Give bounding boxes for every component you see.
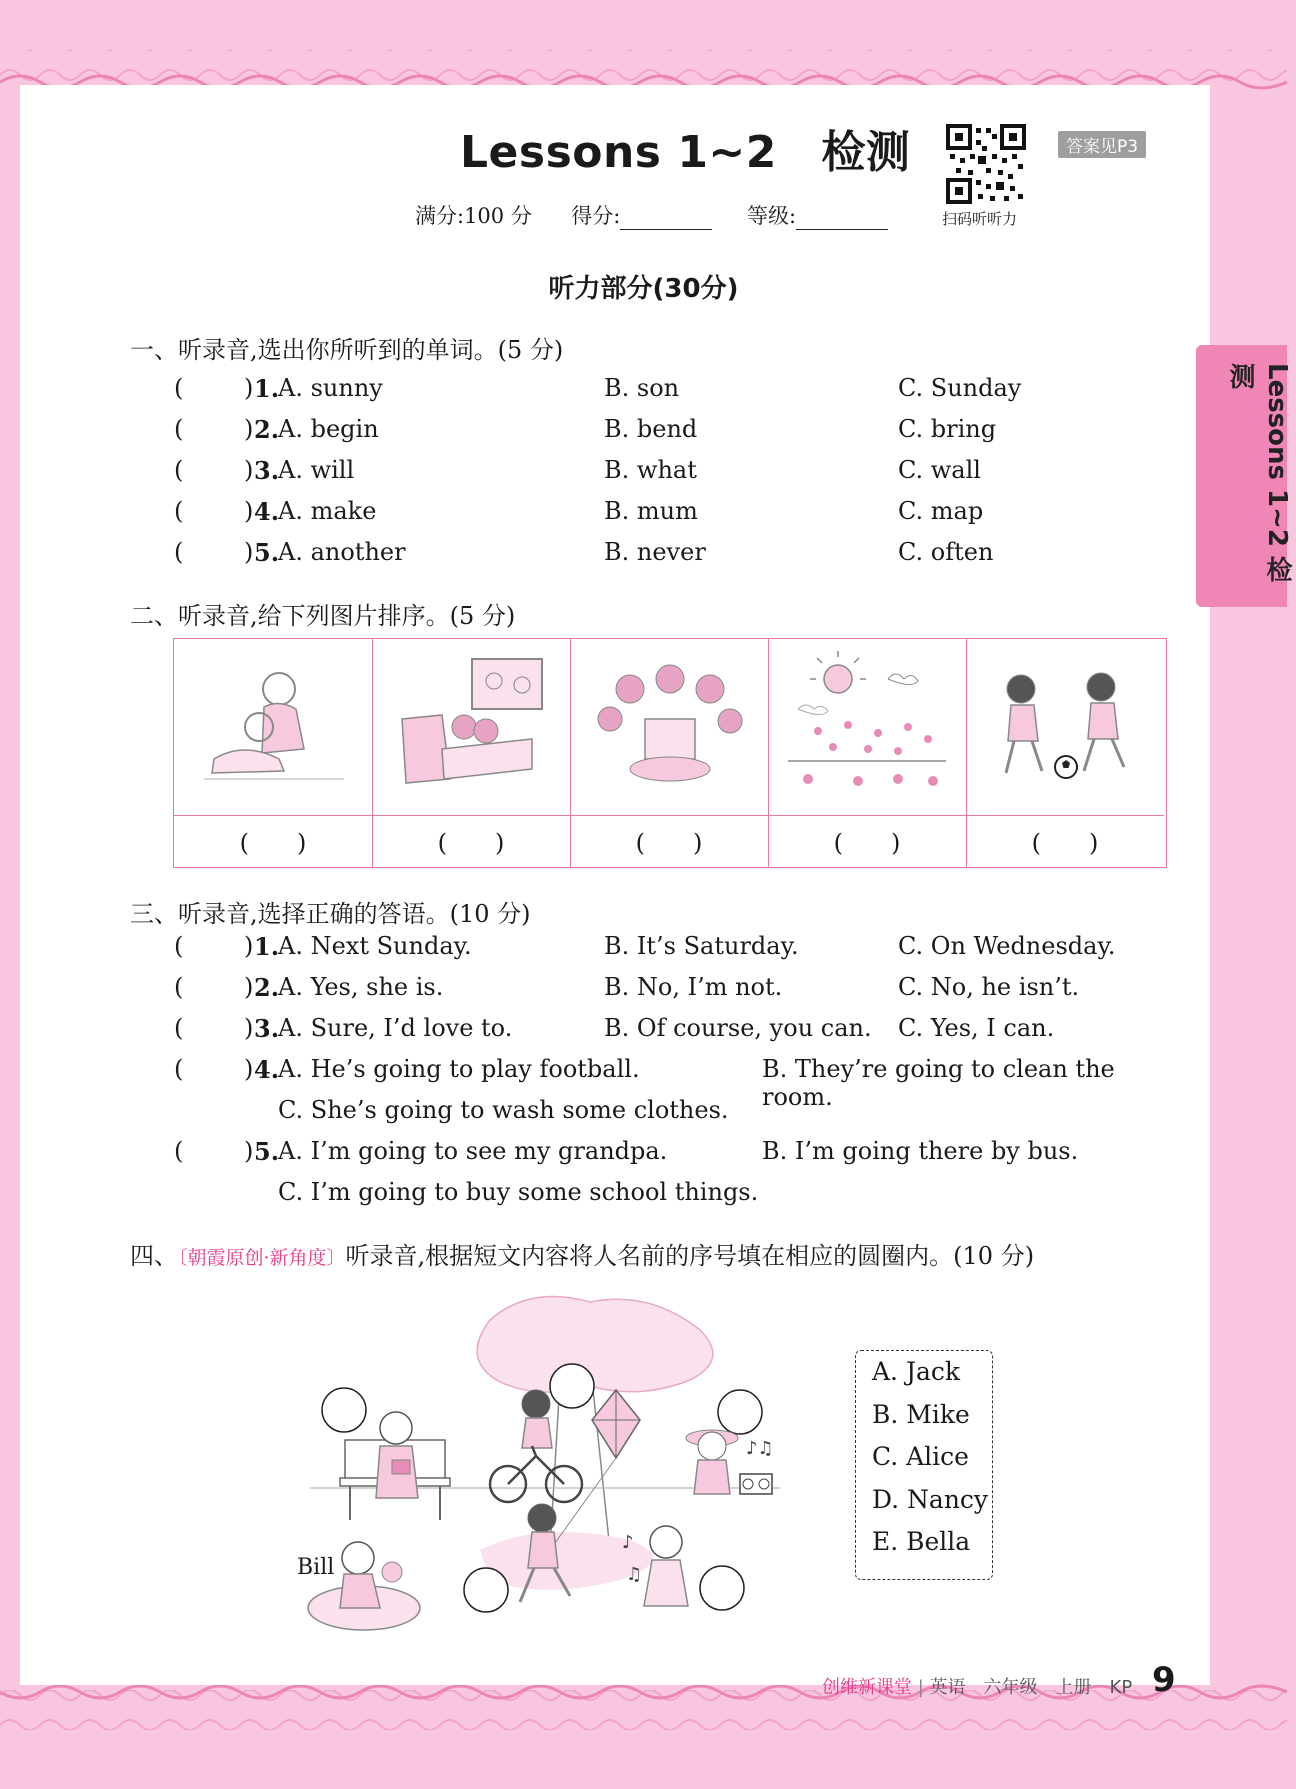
answer-paren-close: ) bbox=[244, 497, 254, 525]
picture-divider bbox=[372, 815, 570, 816]
section4-title-line bbox=[130, 1236, 1034, 1271]
option-c: C. bring bbox=[898, 415, 997, 443]
answer-paren[interactable]: ( ) bbox=[833, 829, 901, 857]
answer-circle[interactable] bbox=[464, 1568, 508, 1612]
answer-paren-close: ) bbox=[244, 415, 254, 443]
bill-label: Bill bbox=[297, 1555, 335, 1580]
option-b: B. never bbox=[604, 538, 706, 566]
picture-cell bbox=[768, 639, 967, 867]
qr-label: 扫码听听力 bbox=[942, 210, 1018, 228]
grade-label: 等级: bbox=[746, 204, 797, 228]
name-option: A. Jack bbox=[872, 1357, 961, 1386]
option-a: A. Sure, I’d love to. bbox=[278, 1014, 513, 1042]
question-row bbox=[174, 1137, 1174, 1169]
section2-title: 二、听录音,给下列图片排序。(5 分) bbox=[130, 602, 516, 630]
question-row bbox=[174, 456, 1174, 488]
question-row bbox=[174, 374, 1174, 406]
answer-paren-close: ) bbox=[244, 538, 254, 566]
question-number: 2. bbox=[254, 415, 280, 444]
option-c: C. often bbox=[898, 538, 994, 566]
answer-paren-close: ) bbox=[244, 1055, 254, 1083]
footer: 创维新课堂 | 英语 六年级 上册 KP bbox=[822, 1677, 1133, 1698]
option-c: C. She’s going to wash some clothes. bbox=[278, 1096, 729, 1124]
picture-divider bbox=[966, 815, 1164, 816]
picture-cell bbox=[372, 639, 571, 867]
question-number: 4. bbox=[254, 497, 280, 526]
svg-text:♪♫: ♪♫ bbox=[746, 1438, 774, 1459]
question-row bbox=[174, 538, 1174, 570]
answer-paren-open[interactable]: ( bbox=[174, 497, 184, 525]
footer-brand: 创维新课堂 bbox=[822, 1677, 912, 1698]
question-row-continued bbox=[174, 1096, 1174, 1128]
question-number: 3. bbox=[254, 1014, 280, 1043]
park-scene-illustration bbox=[300, 1290, 800, 1640]
question-number: 3. bbox=[254, 456, 280, 485]
answer-paren-open[interactable]: ( bbox=[174, 1055, 184, 1083]
option-b: B. No, I’m not. bbox=[604, 973, 783, 1001]
score-line bbox=[415, 200, 916, 230]
side-tab-label: Lessons 1~2 检测 bbox=[1225, 363, 1292, 583]
option-c: C. map bbox=[898, 497, 984, 525]
question-number: 2. bbox=[254, 973, 280, 1002]
question-number: 4. bbox=[254, 1055, 280, 1084]
listening-part-title: 听力部分(30分) bbox=[548, 274, 739, 304]
question-number: 5. bbox=[254, 1137, 280, 1166]
question-number: 5. bbox=[254, 538, 280, 567]
section3-title: 三、听录音,选择正确的答语。(10 分) bbox=[130, 900, 531, 928]
name-option: B. Mike bbox=[872, 1399, 970, 1429]
answer-circle[interactable] bbox=[700, 1566, 744, 1610]
score-label: 得分: bbox=[571, 204, 621, 228]
cinema-seats-picture bbox=[382, 649, 560, 809]
question-row bbox=[174, 932, 1174, 964]
option-a: A. will bbox=[278, 456, 355, 484]
question-row bbox=[174, 497, 1174, 529]
picture-cell bbox=[966, 639, 1164, 867]
section4-prefix: 四、 bbox=[130, 1242, 178, 1270]
option-a: A. Yes, she is. bbox=[278, 973, 444, 1001]
picture-cell bbox=[570, 639, 769, 867]
name-option: D. Nancy bbox=[872, 1484, 989, 1514]
section4-title: 听录音,根据短文内容将人名前的序号填在相应的圆圈内。(10 分) bbox=[345, 1242, 1035, 1270]
answer-badge: 答案见P3 bbox=[1058, 131, 1146, 158]
section4-tag: 〔朝霞原创·新角度〕 bbox=[178, 1247, 346, 1269]
question-row-continued bbox=[174, 1178, 1174, 1210]
answer-paren-open[interactable]: ( bbox=[174, 932, 184, 960]
option-a: A. He’s going to play football. bbox=[278, 1055, 640, 1083]
full-score: 满分:100 分 bbox=[415, 204, 532, 228]
option-a: A. I’m going to see my grandpa. bbox=[278, 1137, 668, 1165]
answer-paren-open[interactable]: ( bbox=[174, 538, 184, 566]
answer-paren-close: ) bbox=[244, 1137, 254, 1165]
picture-table bbox=[173, 638, 1167, 868]
option-a: A. make bbox=[278, 497, 377, 525]
qr-code-icon[interactable] bbox=[946, 124, 1026, 204]
answer-circle[interactable] bbox=[718, 1390, 762, 1434]
score-blank[interactable] bbox=[620, 209, 712, 230]
option-c: C. Yes, I can. bbox=[898, 1014, 1055, 1042]
answer-paren-open[interactable]: ( bbox=[174, 374, 184, 402]
question-row bbox=[174, 973, 1174, 1005]
answer-paren-close: ) bbox=[244, 374, 254, 402]
question-row bbox=[174, 415, 1174, 447]
grade-blank[interactable] bbox=[796, 209, 888, 230]
option-c: C. wall bbox=[898, 456, 981, 484]
answer-paren[interactable]: ( ) bbox=[437, 829, 505, 857]
option-c: C. Sunday bbox=[898, 374, 1022, 402]
answer-circle[interactable] bbox=[322, 1388, 366, 1432]
answer-paren-close: ) bbox=[244, 932, 254, 960]
answer-paren-close: ) bbox=[244, 1014, 254, 1042]
option-b: B. mum bbox=[604, 497, 698, 525]
option-c: C. On Wednesday. bbox=[898, 932, 1116, 960]
name-option: E. Bella bbox=[872, 1527, 971, 1556]
question-number: 1. bbox=[254, 374, 280, 403]
answer-paren[interactable]: ( ) bbox=[635, 829, 703, 857]
footer-info: 英语 六年级 上册 KP bbox=[929, 1677, 1133, 1698]
birthday-party-picture bbox=[580, 649, 758, 809]
option-b: B. I’m going there by bus. bbox=[762, 1137, 1079, 1165]
option-b: B. what bbox=[604, 456, 697, 484]
option-b: B. It’s Saturday. bbox=[604, 932, 799, 960]
option-a: A. sunny bbox=[278, 374, 383, 402]
answer-paren-open[interactable]: ( bbox=[174, 1014, 184, 1042]
answer-paren[interactable]: ( ) bbox=[1031, 829, 1099, 857]
option-c: C. No, he isn’t. bbox=[898, 973, 1080, 1001]
page-title: Lessons 1~2 检测 bbox=[460, 127, 911, 178]
option-b: B. Of course, you can. bbox=[604, 1014, 872, 1042]
section1-title: 一、听录音,选出你所听到的单词。(5 分) bbox=[130, 336, 564, 364]
answer-paren-open[interactable]: ( bbox=[174, 415, 184, 443]
answer-paren[interactable]: ( ) bbox=[239, 829, 307, 857]
picture-divider bbox=[768, 815, 966, 816]
answer-paren-open[interactable]: ( bbox=[174, 1137, 184, 1165]
picture-cell bbox=[174, 639, 373, 867]
boys-playing-football-picture bbox=[976, 649, 1154, 809]
sunny-garden-picture bbox=[778, 649, 956, 809]
option-a: A. another bbox=[278, 538, 406, 566]
answer-paren-close: ) bbox=[244, 973, 254, 1001]
picture-divider bbox=[174, 815, 372, 816]
option-a: A. begin bbox=[278, 415, 379, 443]
answer-paren-close: ) bbox=[244, 456, 254, 484]
option-b: B. son bbox=[604, 374, 680, 402]
option-b: B. They’re going to clean the room. bbox=[762, 1055, 1115, 1111]
answer-circle[interactable] bbox=[550, 1364, 594, 1408]
question-row bbox=[174, 1014, 1174, 1046]
page-number: 9 bbox=[1152, 1660, 1176, 1700]
question-number: 1. bbox=[254, 932, 280, 961]
option-a: A. Next Sunday. bbox=[278, 932, 472, 960]
picture-divider bbox=[570, 815, 768, 816]
option-b: B. bend bbox=[604, 415, 698, 443]
svg-text:♪: ♪ bbox=[622, 1532, 634, 1553]
names-box bbox=[855, 1350, 993, 1580]
answer-paren-open[interactable]: ( bbox=[174, 456, 184, 484]
svg-text:♫: ♫ bbox=[626, 1564, 643, 1585]
side-tab bbox=[1196, 345, 1292, 607]
name-option: C. Alice bbox=[872, 1442, 969, 1471]
answer-paren-open[interactable]: ( bbox=[174, 973, 184, 1001]
option-c: C. I’m going to buy some school things. bbox=[278, 1178, 759, 1206]
children-playing-on-floor-picture bbox=[184, 649, 362, 809]
